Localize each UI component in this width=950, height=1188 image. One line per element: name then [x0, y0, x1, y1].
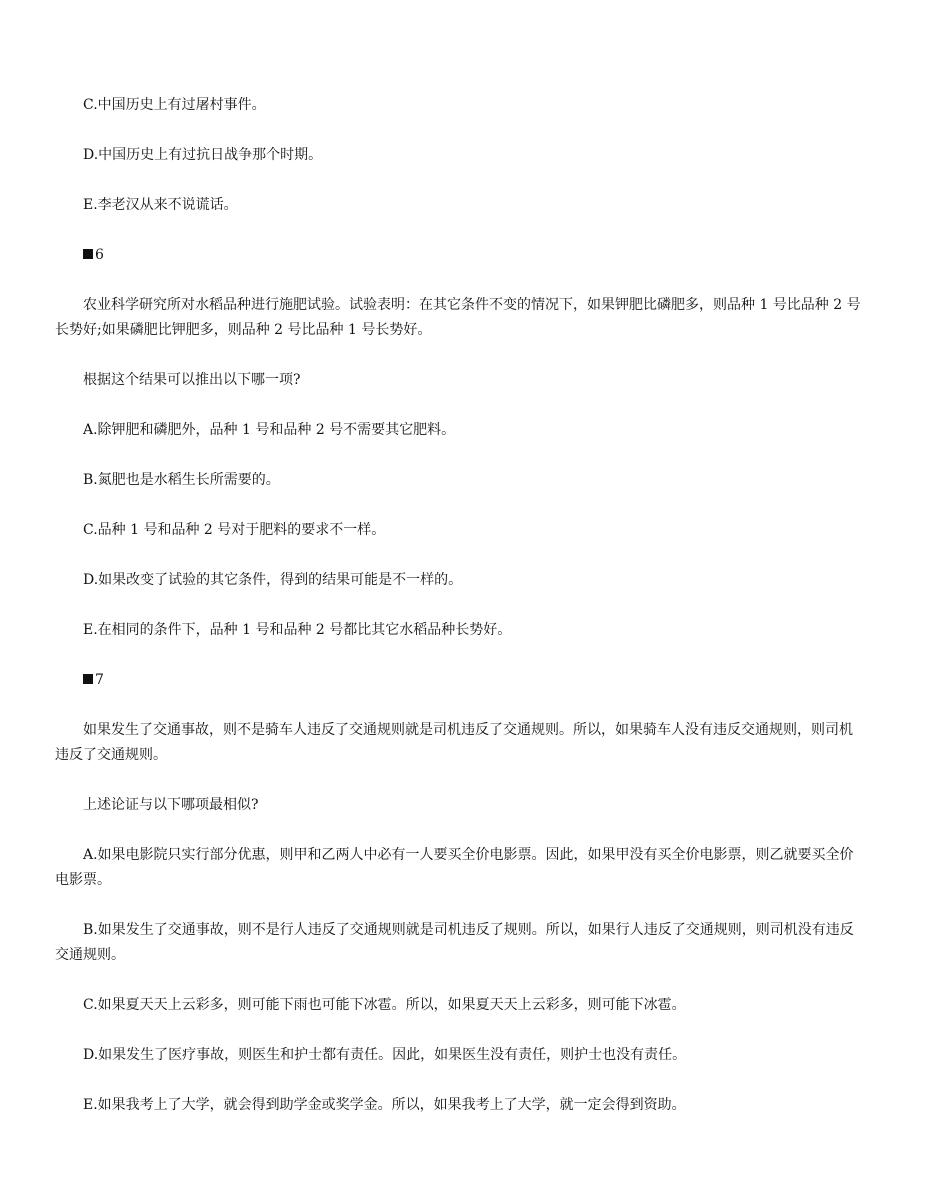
- q6-option-d: D.如果改变了试验的其它条件，得到的结果可能是不一样的。: [83, 572, 463, 588]
- q6-option-e: E.在相同的条件下，品种 1 号和品种 2 号都比其它水稻品种长势好。: [83, 622, 512, 638]
- q5-option-d: D.中国历史上有过抗日战争那个时期。: [83, 147, 323, 163]
- q7-option-d: D.如果发生了医疗事故，则医生和护士都有责任。因此，如果医生没有责任，则护士也没有责任。: [83, 1047, 687, 1063]
- q7-option-b: B.如果发生了交通事故，则不是行人违反了交通规则就是司机违反了规则。所以，如果行人违反了交通规则，则司机没有违反交通规则。: [55, 922, 854, 963]
- q7-option-a: A.如果电影院只实行部分优惠，则甲和乙两人中必有一人要买全价电影票。因此，如果甲没有买全价电影票，则乙就要买全价电影票。: [55, 847, 854, 888]
- q6-option-a: A.除钾肥和磷肥外，品种 1 号和品种 2 号不需要其它肥料。: [83, 422, 456, 438]
- square-bullet-icon: [83, 249, 93, 259]
- q7-option-e: E.如果我考上了大学，就会得到助学金或奖学金。所以，如果我考上了大学，就一定会得到资助。: [83, 1097, 686, 1113]
- square-bullet-icon: [83, 674, 93, 684]
- q6-number: 6: [95, 247, 104, 263]
- q6-stem: 农业科学研究所对水稻品种进行施肥试验。试验表明：在其它条件不变的情况下，如果钾肥比磷肥多，则品种 1 号比品种 2 号长势好;如果磷肥比钾肥多，则品种 2 号比品种 1 号长势好。: [55, 297, 861, 338]
- q7-question: 上述论证与以下哪项最相似?: [83, 797, 259, 813]
- q7-stem: 如果发生了交通事故，则不是骑车人违反了交通规则就是司机违反了交通规则。所以，如果骑车人没有违反交通规则，则司机违反了交通规则。: [55, 722, 853, 763]
- q6-option-b: B.氮肥也是水稻生长所需要的。: [83, 472, 280, 488]
- q6-question: 根据这个结果可以推出以下哪一项?: [83, 372, 301, 388]
- q6-heading: [55, 243, 864, 268]
- q5-option-e: E.李老汉从来不说谎话。: [83, 197, 238, 213]
- q7-heading: [55, 668, 864, 693]
- q7-option-c: C.如果夏天天上云彩多，则可能下雨也可能下冰雹。所以，如果夏天天上云彩多，则可能下冰雹。: [83, 997, 686, 1013]
- q6-option-c: C.品种 1 号和品种 2 号对于肥料的要求不一样。: [83, 522, 386, 538]
- q7-number: 7: [95, 672, 104, 688]
- q5-option-c: C.中国历史上有过屠村事件。: [83, 97, 266, 113]
